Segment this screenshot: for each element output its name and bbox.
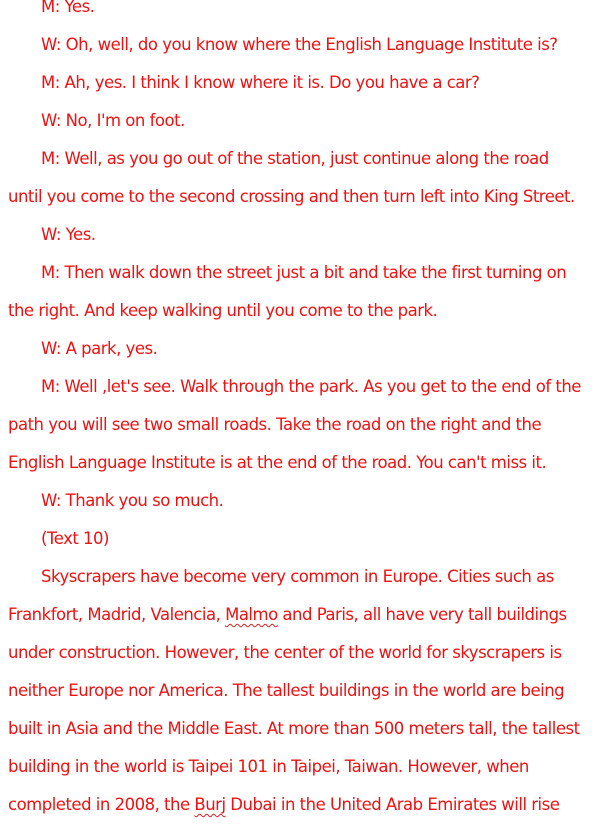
- spellcheck-flagged-word[interactable]: Burj: [194, 795, 226, 814]
- dialogue-line: M: Yes.: [41, 0, 95, 16]
- paragraph-line: Skyscrapers have become very common in Europe. Cities such as: [41, 567, 554, 586]
- paragraph-line: [8, 786, 559, 824]
- text-run: Frankfort, Madrid, Valencia,: [8, 605, 226, 624]
- dialogue-line-continuation: the right. And keep walking until you come to the park.: [8, 301, 438, 320]
- dialogue-line: W: A park, yes.: [41, 339, 158, 358]
- dialogue-line: W: Oh, well, do you know where the English Language Institute is?: [41, 35, 558, 54]
- section-heading: (Text 10): [41, 529, 109, 548]
- dialogue-line: M: Ah, yes. I think I know where it is. Do you have a car?: [41, 73, 480, 92]
- paragraph-line: under construction. However, the center of the world for skyscrapers is: [8, 643, 562, 662]
- dialogue-line-continuation: path you will see two small roads. Take the road on the right and the: [8, 415, 542, 434]
- dialogue-line: W: Thank you so much.: [41, 491, 224, 510]
- dialogue-line: M: Well ,let's see. Walk through the park. As you get to the end of the: [41, 377, 581, 396]
- paragraph-line: neither Europe nor America. The tallest buildings in the world are being: [8, 681, 565, 700]
- spellcheck-flagged-word[interactable]: Malmo: [225, 605, 278, 624]
- text-run: Dubai in the United Arab Emirates will rise: [225, 795, 560, 814]
- paragraph-line: building in the world is Taipei 101 in Taipei, Taiwan. However, when: [8, 757, 529, 776]
- text-run: completed in 2008, the: [8, 795, 195, 814]
- paragraph-line: built in Asia and the Middle East. At more than 500 meters tall, the tallest: [8, 719, 580, 738]
- dialogue-line-continuation: English Language Institute is at the end of the road. You can't miss it.: [8, 453, 547, 472]
- dialogue-line: W: Yes.: [41, 225, 96, 244]
- dialogue-line: M: Then walk down the street just a bit and take the first turning on: [41, 263, 567, 282]
- text-run: and Paris, all have very tall buildings: [277, 605, 567, 624]
- dialogue-line: W: No, I'm on foot.: [41, 111, 185, 130]
- dialogue-line-continuation: until you come to the second crossing and then turn left into King Street.: [8, 187, 575, 206]
- paragraph-line: [8, 596, 567, 634]
- dialogue-line: M: Well, as you go out of the station, just continue along the road: [41, 149, 549, 168]
